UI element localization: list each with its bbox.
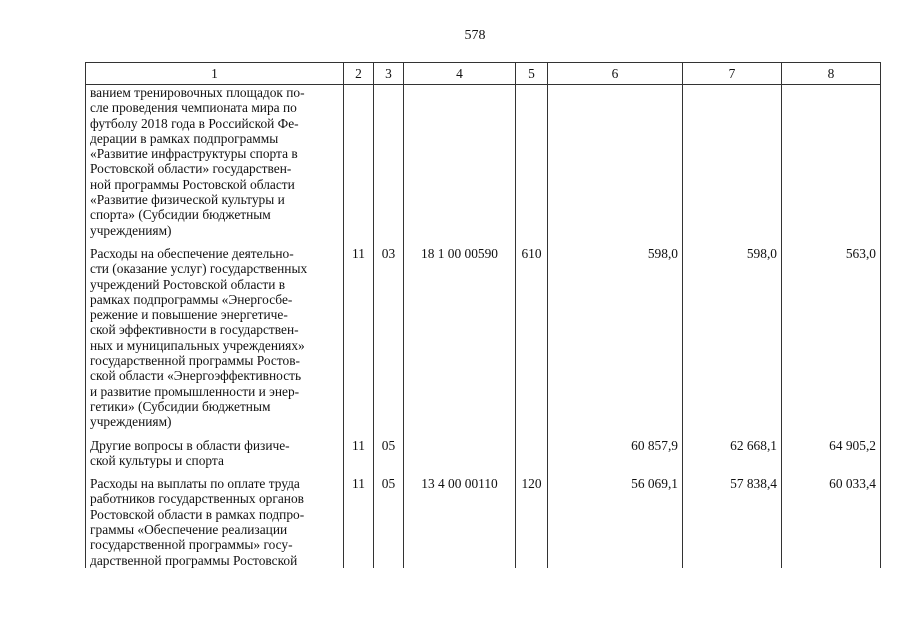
row-amount-col6: 56 069,1	[548, 468, 683, 568]
row-description: Расходы на обеспечение деятельно- сти (оказание услуг) государственных учреждений Ростовской области в рамках подпрограммы «Энергосбе- режение и повышение энергетиче- ской эффективности в государствен- ных и муниципальных учреждениях» государственной программы Ростов- ской области «Энергоэффективность и развитие промышленности и энер- гетики» (Субсидии бюджетным учреждениям)	[86, 238, 344, 430]
row-target-article: 13 4 00 00110	[404, 468, 516, 568]
row-amount-col8: 60 033,4	[782, 468, 881, 568]
row-target-article: 18 1 00 00590	[404, 238, 516, 430]
row-expense-type: 120	[516, 468, 548, 568]
row-expense-type	[516, 85, 548, 238]
row-subsection: 03	[374, 238, 404, 430]
header-col-1: 1	[86, 63, 344, 85]
row-section: 11	[344, 468, 374, 568]
row-amount-col7: 62 668,1	[683, 430, 782, 469]
row-amount-col6: 598,0	[548, 238, 683, 430]
table-row	[86, 468, 881, 568]
table-header	[86, 63, 881, 85]
header-col-7: 7	[683, 63, 782, 85]
table-row	[86, 85, 881, 238]
row-expense-type	[516, 430, 548, 469]
header-col-5: 5	[516, 63, 548, 85]
row-target-article	[404, 430, 516, 469]
row-description: Другие вопросы в области физиче- ской культуры и спорта	[86, 430, 344, 469]
row-amount-col7: 57 838,4	[683, 468, 782, 568]
row-subsection	[374, 85, 404, 238]
row-amount-col7: 598,0	[683, 238, 782, 430]
table-row	[86, 238, 881, 430]
header-col-3: 3	[374, 63, 404, 85]
row-subsection: 05	[374, 430, 404, 469]
row-section: 11	[344, 238, 374, 430]
header-col-6: 6	[548, 63, 683, 85]
row-subsection: 05	[374, 468, 404, 568]
budget-table	[85, 62, 881, 568]
row-target-article	[404, 85, 516, 238]
table-row	[86, 430, 881, 469]
row-amount-col7	[683, 85, 782, 238]
row-amount-col8	[782, 85, 881, 238]
row-section: 11	[344, 430, 374, 469]
row-description: Расходы на выплаты по оплате труда работников государственных органов Ростовской области в рамках подпро- граммы «Обеспечение реализации государственной программы» госу- дарственной программы Ростовской	[86, 468, 344, 568]
row-expense-type: 610	[516, 238, 548, 430]
header-col-2: 2	[344, 63, 374, 85]
row-amount-col8: 64 905,2	[782, 430, 881, 469]
row-amount-col8: 563,0	[782, 238, 881, 430]
row-description: ванием тренировочных площадок по- сле проведения чемпионата мира по футболу 2018 года в Российской Фе- дерации в рамках подпрограммы «Развитие инфраструктуры спорта в Ростовской области» государствен- ной программы Ростовской области «Развитие физической культуры и спорта» (Субсидии бюджетным учреждениям)	[86, 85, 344, 238]
row-amount-col6: 60 857,9	[548, 430, 683, 469]
page-number: 578	[464, 28, 486, 43]
row-section	[344, 85, 374, 238]
header-col-8: 8	[782, 63, 881, 85]
header-col-4: 4	[404, 63, 516, 85]
row-amount-col6	[548, 85, 683, 238]
